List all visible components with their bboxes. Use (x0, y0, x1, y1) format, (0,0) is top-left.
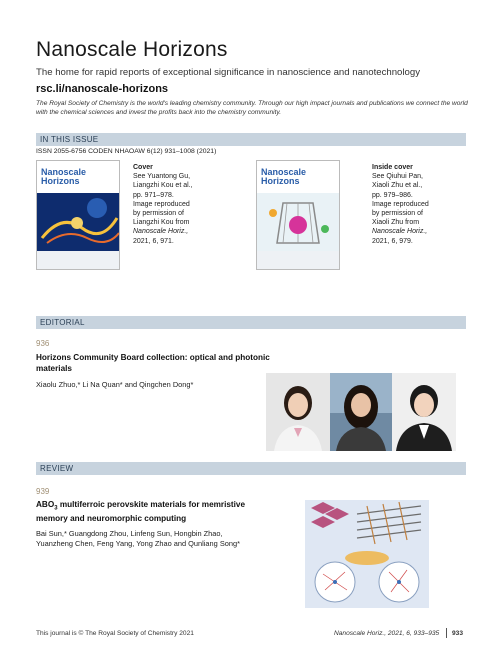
footer-divider (446, 628, 447, 638)
review-graphical-abstract (305, 500, 429, 608)
section-heading: IN THIS ISSUE (40, 135, 99, 144)
cover-desc-line: Nanoscale Horiz., (133, 228, 189, 236)
author-photo (266, 373, 330, 451)
rsc-statement: The Royal Society of Chemistry is the world's leading chemistry community. Through our high impact journals and publications we connect the world with the chemical sciences and invest the profits back into the chemistry community. (36, 100, 468, 116)
review-page-number: 939 (36, 487, 50, 496)
section-band-in-this-issue (36, 133, 466, 146)
cover-desc-line: Nanoscale Horiz., (372, 228, 428, 236)
footer-page-number: 933 (452, 630, 464, 637)
cover-desc-line: Image reproduced (372, 200, 429, 208)
section-band-editorial (36, 316, 466, 329)
cover-desc-line: pp. 979–986. (372, 191, 413, 199)
section-heading: EDITORIAL (40, 318, 85, 327)
editorial-authors: Xiaolu Zhuo,* Li Na Quan* and Qingchen Dong* (36, 380, 194, 389)
cover-desc-line: Liangzhi Kou et al., (133, 182, 193, 190)
footer-citation: Nanoscale Horiz., 2021, 6, 933–935 (334, 630, 440, 637)
section-band-review (36, 462, 466, 475)
footer-copyright: This journal is © The Royal Society of Chemistry 2021 (36, 630, 194, 637)
inside-cover-description (372, 163, 462, 246)
cover-desc-line: 2021, 6, 971. (133, 237, 174, 245)
cover-desc-line: See Yuantong Gu, (133, 173, 191, 181)
review-title-subscript: 3 (54, 505, 58, 512)
cover-desc-line: by permission of (133, 210, 184, 218)
cover-desc-line: Xiaoli Zhu from (372, 219, 420, 227)
cover-desc-line: See Qiuhui Pan, (372, 173, 423, 181)
cover-title: Nanoscale Horizons (41, 167, 87, 186)
editorial-page-number: 936 (36, 339, 50, 348)
inside-cover-thumbnail[interactable] (256, 160, 340, 270)
review-title-link[interactable] (36, 500, 266, 525)
section-heading: REVIEW (40, 464, 74, 473)
cover-desc-line: Liangzhi Kou from (133, 219, 190, 227)
cover-artwork (37, 193, 119, 251)
review-title-part: ABO (36, 500, 55, 509)
issn-line: ISSN 2055-6756 CODEN NHAOAW 6(12) 931–1008 (2021) (36, 148, 217, 155)
cover-description (133, 163, 223, 246)
cover-desc-line: Image reproduced (133, 200, 190, 208)
cover-desc-line: Xiaoli Zhu et al., (372, 182, 423, 190)
cover-footer (257, 251, 339, 269)
cover-label: Cover (133, 164, 153, 171)
journal-url-link[interactable]: rsc.li/nanoscale-horizons (36, 83, 169, 95)
cover-desc-line: 2021, 6, 979. (372, 237, 413, 245)
review-authors: Bai Sun,* Guangdong Zhou, Linfeng Sun, Hongbin Zhao, Yuanzheng Chen, Feng Yang, Yong Zhao and Qunliang Song* (36, 529, 240, 548)
journal-title: Nanoscale Horizons (36, 38, 228, 61)
cover-desc-line: by permission of (372, 210, 423, 218)
cover-title: Nanoscale Horizons (261, 167, 307, 186)
inside-cover-label: Inside cover (372, 164, 413, 171)
review-title-part: multiferroic perovskite materials for memristive memory and neuromorphic computing (36, 500, 246, 524)
journal-tagline: The home for rapid reports of exceptional significance in nanoscience and nanotechnology (36, 67, 420, 78)
inside-cover-artwork (257, 193, 339, 251)
author-photo (392, 373, 456, 451)
editorial-title-link[interactable]: Horizons Community Board collection: optical and photonic materials (36, 353, 270, 373)
cover-thumbnail[interactable] (36, 160, 120, 270)
author-photo (330, 373, 392, 451)
cover-footer (37, 251, 119, 269)
cover-desc-line: pp. 971–978. (133, 191, 174, 199)
